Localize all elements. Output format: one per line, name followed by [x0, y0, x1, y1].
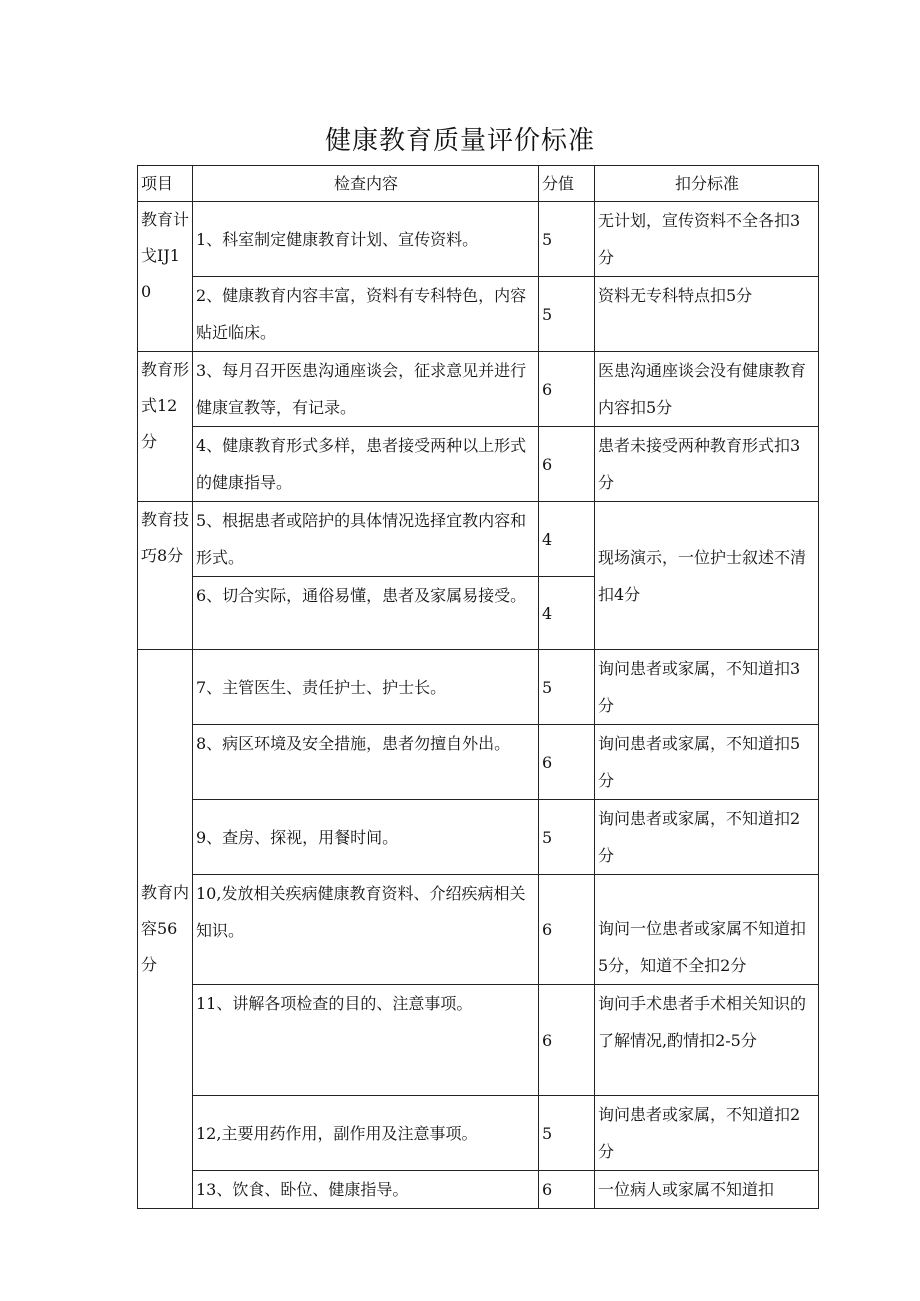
- table-row: [138, 985, 819, 1096]
- deduction-standard: 现场演示，一位护士叙述不清扣4分: [595, 502, 819, 650]
- deduction-standard: 患者未接受两种教育形式扣3分: [595, 427, 819, 502]
- table-row: [138, 352, 819, 427]
- deduction-standard: 无计划，宣传资料不全各扣3分: [595, 202, 819, 277]
- score-value: 6: [539, 352, 595, 427]
- group-label: 教育技巧8分: [138, 502, 193, 650]
- table-row: [138, 800, 819, 875]
- check-content: 5、根据患者或陪护的具体情况选择宜教内容和形式。: [193, 502, 539, 577]
- header-row: [138, 166, 819, 202]
- header-score: 分值: [539, 166, 595, 202]
- table-row: [138, 650, 819, 725]
- score-value: 6: [539, 725, 595, 800]
- check-content: 3、每月召开医患沟通座谈会，征求意见并进行健康宣教等，有记录。: [193, 352, 539, 427]
- score-value: 4: [539, 577, 595, 650]
- table-row: [138, 277, 819, 352]
- document-title: 健康教育质量评价标准: [324, 126, 595, 156]
- deduction-standard: 询问患者或家属，不知道扣2分: [595, 800, 819, 875]
- check-content: 12,主要用药作用，副作用及注意事项。: [193, 1096, 539, 1171]
- group-label: 教育形式12分: [138, 352, 193, 502]
- table-row: [138, 875, 819, 985]
- check-content: 4、健康教育形式多样，患者接受两种以上形式的健康指导。: [193, 427, 539, 502]
- check-content: 10,发放相关疾病健康教育资料、介绍疾病相关知识。: [193, 875, 539, 985]
- score-value: 6: [539, 1171, 595, 1209]
- header-content: 检查内容: [193, 166, 539, 202]
- deduction-standard: 询问患者或家属，不知道扣2分: [595, 1096, 819, 1171]
- score-value: 5: [539, 1096, 595, 1171]
- score-value: 5: [539, 277, 595, 352]
- deduction-standard: 询问患者或家属，不知道扣5分: [595, 725, 819, 800]
- header-deduction: 扣分标准: [595, 166, 819, 202]
- deduction-standard: 询问手术患者手术相关知识的了解情况,酌情扣2-5分: [595, 985, 819, 1096]
- score-value: 4: [539, 502, 595, 577]
- header-item: 项目: [138, 166, 193, 202]
- group-label: 教育计戈IJ10: [138, 202, 193, 352]
- score-value: 5: [539, 800, 595, 875]
- table-row: [138, 202, 819, 277]
- group-label: 教育内容56分: [138, 650, 193, 1209]
- evaluation-table: [137, 165, 819, 1209]
- deduction-standard: 一位病人或家属不知道扣: [595, 1171, 819, 1209]
- check-content: 6、切合实际，通俗易懂，患者及家属易接受。: [193, 577, 539, 650]
- table-row: [138, 427, 819, 502]
- score-value: 5: [539, 202, 595, 277]
- check-content: 11、讲解各项检查的目的、注意事项。: [193, 985, 539, 1096]
- score-value: 5: [539, 650, 595, 725]
- score-value: 6: [539, 875, 595, 985]
- check-content: 13、饮食、卧位、健康指导。: [193, 1171, 539, 1209]
- deduction-standard: 询问患者或家属，不知道扣3分: [595, 650, 819, 725]
- check-content: 9、查房、探视，用餐时间。: [193, 800, 539, 875]
- table-row: [138, 1096, 819, 1171]
- score-value: 6: [539, 427, 595, 502]
- table-row: [138, 725, 819, 800]
- check-content: 1、科室制定健康教育计划、宣传资料。: [193, 202, 539, 277]
- check-content: 2、健康教育内容丰富，资料有专科特色，内容贴近临床。: [193, 277, 539, 352]
- deduction-standard: 询问一位患者或家属不知道扣5分，知道不全扣2分: [595, 875, 819, 985]
- deduction-standard: 医患沟通座谈会没有健康教育内容扣5分: [595, 352, 819, 427]
- deduction-standard: 资料无专科特点扣5分: [595, 277, 819, 352]
- table-row: [138, 1171, 819, 1209]
- check-content: 8、病区环境及安全措施，患者勿擅自外出。: [193, 725, 539, 800]
- table-row: [138, 502, 819, 577]
- score-value: 6: [539, 985, 595, 1096]
- check-content: 7、主管医生、责任护士、护士长。: [193, 650, 539, 725]
